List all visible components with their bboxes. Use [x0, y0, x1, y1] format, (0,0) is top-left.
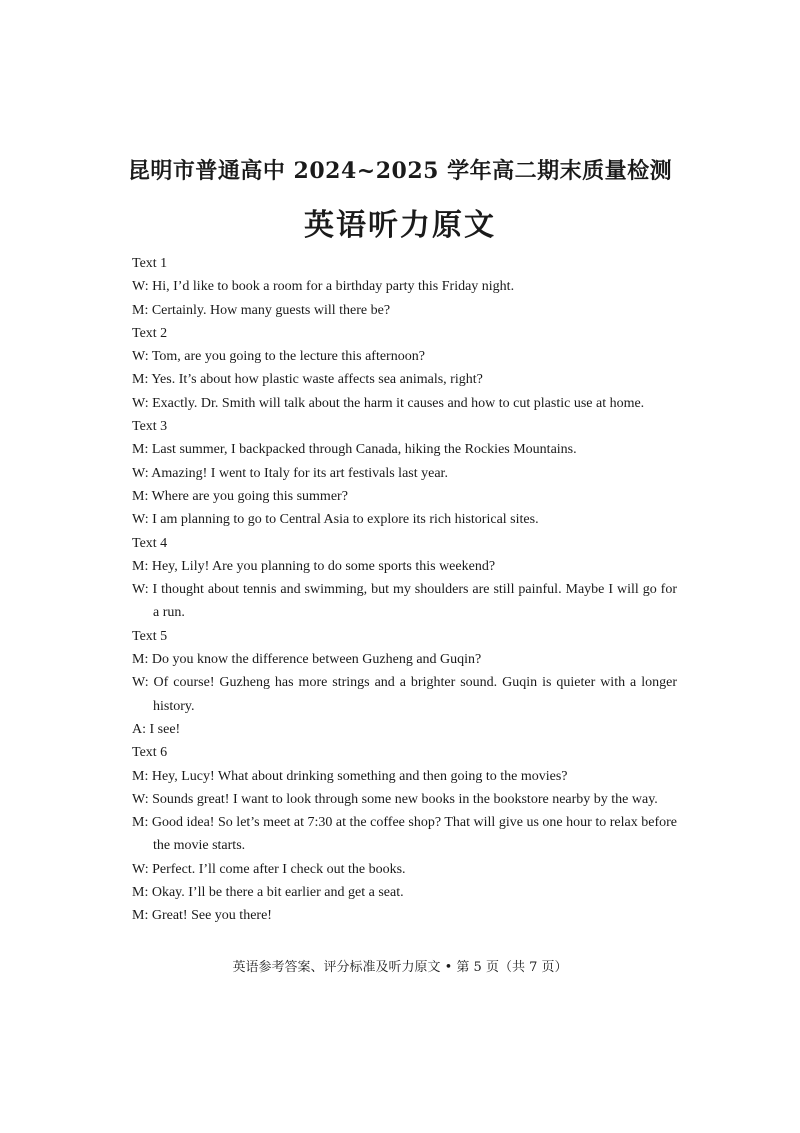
dialogue-line: M: Good idea! So let’s meet at 7:30 at the coffee shop? That will give us one hour to relax before the movie starts. [132, 815, 677, 854]
document-title: 英语听力原文 [304, 208, 496, 243]
dialogue-line: M: Certainly. How many guests will there be? [132, 302, 391, 318]
dialogue-line: W: Perfect. I’ll come after I check out the books. [132, 861, 406, 877]
dialogue-line: M: Hey, Lucy! What about drinking something and then going to the movies? [132, 768, 568, 784]
transcript-body [132, 252, 677, 928]
dialogue-line: A: I see! [132, 721, 181, 737]
dialogue-line: W: I thought about tennis and swimming, but my shoulders are still painful. Maybe I will go for a run. [132, 582, 677, 621]
section-label: Text 4 [132, 535, 168, 551]
dialogue-line: W: Hi, I’d like to book a room for a birthday party this Friday night. [132, 279, 515, 295]
dialogue-line: M: Last summer, I backpacked through Canada, hiking the Rockies Mountains. [132, 442, 577, 458]
dialogue-line: M: Hey, Lily! Are you planning to do some sports this weekend? [132, 558, 496, 574]
exam-title: 昆明市普通高中 2024~2025 学年高二期末质量检测 [127, 158, 673, 184]
dialogue-line: W: I am planning to go to Central Asia to explore its rich historical sites. [132, 512, 539, 528]
dialogue-line: W: Amazing! I went to Italy for its art festivals last year. [132, 465, 448, 481]
dialogue-line: M: Do you know the difference between Guzheng and Guqin? [132, 652, 482, 668]
section-label: Text 5 [132, 628, 168, 644]
dialogue-line: W: Tom, are you going to the lecture this afternoon? [132, 349, 425, 365]
dialogue-line: W: Of course! Guzheng has more strings and a brighter sound. Guqin is quieter with a longer history. [132, 675, 677, 714]
page-footer: 英语参考答案、评分标准及听力原文 • 第 5 页（共 7 页） [232, 960, 568, 975]
dialogue-line: M: Okay. I’ll be there a bit earlier and get a seat. [132, 885, 404, 901]
section-label: Text 6 [132, 745, 168, 761]
section-label: Text 3 [132, 419, 168, 435]
dialogue-line: M: Great! See you there! [132, 908, 272, 924]
section-label: Text 2 [132, 325, 168, 341]
dialogue-line: W: Exactly. Dr. Smith will talk about the harm it causes and how to cut plastic use at home. [132, 395, 645, 411]
dialogue-line: M: Where are you going this summer? [132, 488, 348, 504]
section-label: Text 1 [132, 256, 168, 271]
dialogue-line: W: Sounds great! I want to look through some new books in the bookstore nearby by the way. [132, 791, 658, 807]
dialogue-line: M: Yes. It’s about how plastic waste affects sea animals, right? [132, 372, 483, 388]
